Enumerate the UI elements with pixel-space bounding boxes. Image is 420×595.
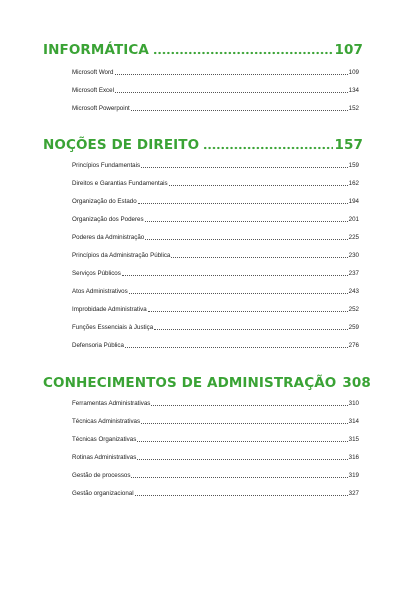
entry-page-number: 315 — [348, 436, 359, 443]
entry-title: Técnicas Administrativas — [72, 418, 141, 425]
entry-page-number: 252 — [348, 306, 359, 313]
entry-title: Serviços Públicos — [72, 270, 121, 277]
toc-entry[interactable] — [72, 321, 359, 331]
toc-entry[interactable] — [72, 66, 359, 76]
toc-entry[interactable] — [72, 303, 359, 313]
leader-dots — [145, 220, 348, 222]
entry-title: Microsoft Word — [72, 69, 114, 76]
entry-page-number: 109 — [348, 69, 359, 76]
toc-entry[interactable] — [72, 487, 359, 497]
entry-title: Poderes da Administração — [72, 234, 145, 241]
toc-entry[interactable] — [72, 177, 359, 187]
entry-page-number: 316 — [348, 454, 359, 461]
toc-entry[interactable] — [72, 231, 359, 241]
leader-dots — [203, 146, 332, 150]
leader-dots — [137, 458, 347, 460]
entry-title: Organização do Estado — [72, 198, 137, 205]
leader-dots — [131, 476, 347, 478]
toc-entry[interactable] — [72, 285, 359, 295]
entry-title: Rotinas Administrativas — [72, 454, 137, 461]
entry-title: Gestão organizacional — [72, 490, 134, 497]
section-heading[interactable] — [43, 371, 371, 391]
entry-title: Princípios Fundamentais — [72, 162, 141, 169]
entry-title: Gestão de processos — [72, 472, 131, 479]
section-page-number: 107 — [334, 42, 363, 58]
entry-page-number: 162 — [348, 180, 359, 187]
entry-title: Improbidade Administrativa — [72, 306, 147, 313]
leader-dots — [154, 328, 348, 330]
entry-page-number: 276 — [348, 342, 359, 349]
section-title: NOÇÕES DE DIREITO — [43, 137, 200, 153]
leader-dots — [171, 256, 347, 258]
entry-page-number: 152 — [348, 105, 359, 112]
toc-entry[interactable] — [72, 213, 359, 223]
toc-entry[interactable] — [72, 195, 359, 205]
entry-title: Princípios da Administração Pública — [72, 252, 171, 259]
toc-entry[interactable] — [72, 397, 359, 407]
leader-dots — [125, 346, 348, 348]
entry-page-number: 201 — [348, 216, 359, 223]
entry-page-number: 327 — [348, 490, 359, 497]
toc-entry[interactable] — [72, 84, 359, 94]
leader-dots — [129, 292, 348, 294]
section-title: CONHECIMENTOS DE ADMINISTRAÇÃO — [43, 375, 337, 391]
toc-entry[interactable] — [72, 249, 359, 259]
entry-page-number: 259 — [348, 324, 359, 331]
toc-entry[interactable] — [72, 339, 359, 349]
section-heading[interactable] — [43, 133, 363, 153]
leader-dots — [148, 310, 348, 312]
leader-dots — [115, 73, 348, 75]
leader-dots — [137, 440, 347, 442]
leader-dots — [141, 422, 348, 424]
entry-page-number: 310 — [348, 400, 359, 407]
toc-entry[interactable] — [72, 102, 359, 112]
toc-entry[interactable] — [72, 267, 359, 277]
entry-page-number: 194 — [348, 198, 359, 205]
leader-dots — [138, 202, 348, 204]
toc-entry[interactable] — [72, 159, 359, 169]
leader-dots — [141, 166, 348, 168]
leader-dots — [169, 184, 348, 186]
entry-title: Ferramentas Administrativas — [72, 400, 151, 407]
entry-page-number: 237 — [348, 270, 359, 277]
toc-entry[interactable] — [72, 415, 359, 425]
entry-title: Direitos e Garantias Fundamentais — [72, 180, 168, 187]
section-title: INFORMÁTICA — [43, 42, 149, 58]
leader-dots — [151, 404, 347, 406]
toc-entry[interactable] — [72, 433, 359, 443]
leader-dots — [145, 238, 347, 240]
leader-dots — [115, 91, 348, 93]
entry-page-number: 319 — [348, 472, 359, 479]
leader-dots — [135, 494, 348, 496]
entry-page-number: 159 — [348, 162, 359, 169]
entry-page-number: 314 — [348, 418, 359, 425]
entry-title: Funções Essenciais à Justiça — [72, 324, 154, 331]
entry-title: Microsoft Excel — [72, 87, 114, 94]
toc-entry[interactable] — [72, 451, 359, 461]
section-page-number: 308 — [342, 375, 371, 391]
entry-title: Defensoria Pública — [72, 342, 124, 349]
section-page-number: 157 — [334, 137, 363, 153]
leader-dots — [122, 274, 348, 276]
entry-page-number: 243 — [348, 288, 359, 295]
entry-title: Técnicas Organizativas — [72, 436, 137, 443]
entry-page-number: 225 — [348, 234, 359, 241]
entry-title: Atos Administrativos — [72, 288, 128, 295]
entry-page-number: 230 — [348, 252, 359, 259]
section-heading[interactable] — [43, 38, 363, 58]
entry-page-number: 134 — [348, 87, 359, 94]
leader-dots — [131, 109, 348, 111]
entry-title: Organização dos Poderes — [72, 216, 144, 223]
leader-dots — [153, 51, 333, 55]
entry-title: Microsoft Powerpoint — [72, 105, 130, 112]
toc-entry[interactable] — [72, 469, 359, 479]
